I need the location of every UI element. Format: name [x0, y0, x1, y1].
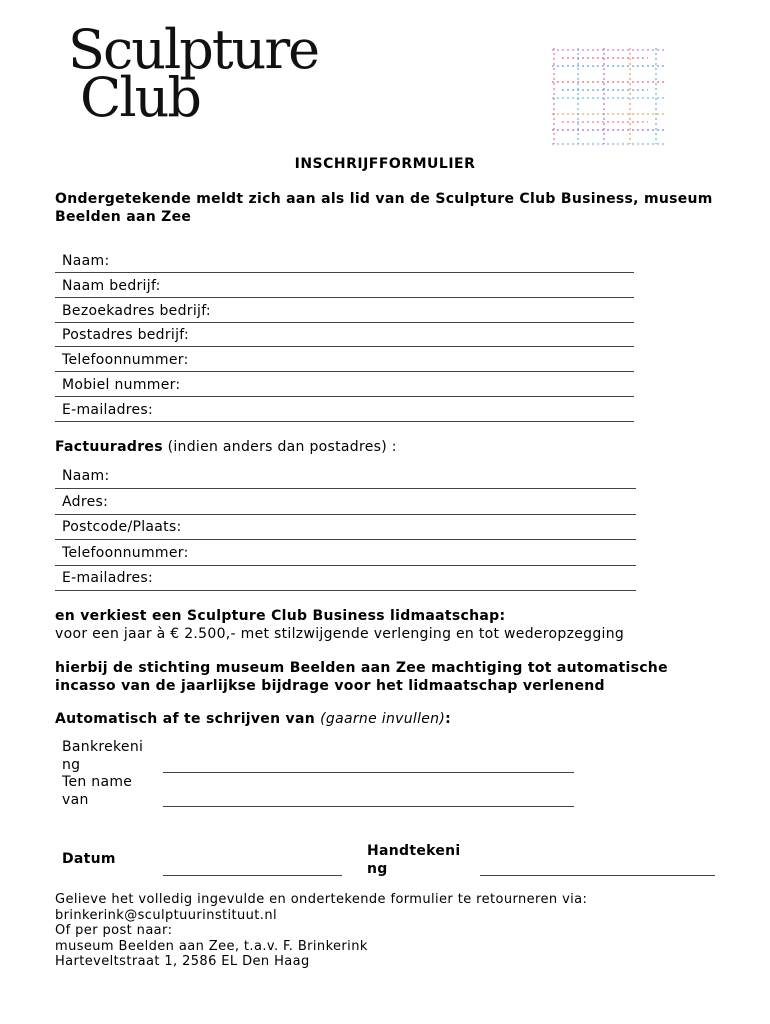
contact-email[interactable]: brinkerink@sculptuurinstituut.nl — [55, 907, 277, 923]
return-instructions — [55, 892, 587, 970]
field-email[interactable] — [55, 397, 634, 422]
logo-line-2: Club — [80, 66, 200, 129]
debit-heading — [55, 710, 451, 728]
invoice-field-telefoon[interactable] — [55, 540, 636, 566]
intro-text: Ondergetekende meldt zich aan als lid van de Sculpture Club Business, museum Beelden aan Zee — [55, 191, 713, 225]
field-label: Telefoonnummer: — [62, 545, 189, 561]
invoice-heading-rest: (indien anders dan postadres) : — [162, 439, 397, 455]
debit-heading-italic: (gaarne invullen) — [320, 711, 446, 727]
stamp-graphic — [548, 46, 670, 146]
mandate-text: hierbij de stichting museum Beelden aan Zee machtiging tot automatische incasso van de jaarlijkse bijdrage voor het lidmaatschap verlenend — [55, 660, 668, 694]
invoice-field-postcode[interactable] — [55, 514, 636, 540]
signature-label: Handtekeni ng — [367, 843, 461, 877]
account-name-line[interactable] — [163, 806, 574, 807]
footer-line-5: Harteveltstraat 1, 2586 EL Den Haag — [55, 954, 310, 969]
field-mobiel[interactable] — [55, 372, 634, 397]
field-label: Mobiel nummer: — [62, 377, 181, 393]
field-postadres[interactable] — [55, 322, 634, 347]
field-label: Naam: — [62, 468, 110, 484]
footer-line-3: Of per post naar: — [55, 923, 173, 938]
sculpture-club-logo — [68, 18, 319, 129]
field-naam[interactable] — [55, 248, 634, 273]
footer-line-1: Gelieve het volledig ingevulde en ondertekende formulier te retourneren via: — [55, 892, 588, 907]
logo-line-1: Sculpture — [68, 18, 319, 81]
membership-heading: en verkiest een Sculpture Club Business lidmaatschap: — [55, 608, 506, 624]
invoice-heading-bold: Factuuradres — [55, 439, 163, 455]
footer-line-4: museum Beelden aan Zee, t.a.v. F. Brinkerink — [55, 938, 368, 954]
invoice-field-naam[interactable] — [55, 463, 636, 489]
bank-account-label: Bankrekeni ng — [62, 739, 144, 773]
field-label: Bezoekadres bedrijf: — [62, 303, 211, 319]
field-telefoon[interactable] — [55, 347, 634, 372]
signature-line[interactable] — [480, 875, 715, 876]
field-naam-bedrijf[interactable] — [55, 273, 634, 298]
field-label: Naam bedrijf: — [62, 278, 161, 294]
field-label: Adres: — [62, 494, 109, 510]
field-label: Naam: — [62, 253, 110, 269]
bank-account-line[interactable] — [163, 772, 574, 773]
invoice-field-adres[interactable] — [55, 489, 636, 515]
date-label: Datum — [62, 851, 116, 867]
membership-description: voor een jaar à € 2.500,- met stilzwijgende verlenging en tot wederopzegging — [55, 626, 625, 642]
invoice-field-email[interactable] — [55, 565, 636, 591]
debit-heading-colon: : — [445, 711, 452, 727]
field-label: Telefoonnummer: — [62, 352, 189, 368]
date-line[interactable] — [163, 875, 342, 876]
field-label: Postcode/Plaats: — [62, 519, 182, 535]
field-label: E-mailadres: — [62, 402, 154, 418]
account-name-label: Ten name van — [62, 774, 133, 808]
field-label: Postadres bedrijf: — [62, 327, 190, 343]
field-bezoekadres[interactable] — [55, 298, 634, 323]
form-title: INSCHRIJFFORMULIER — [294, 156, 476, 172]
field-label: E-mailadres: — [62, 570, 154, 586]
debit-heading-bold: Automatisch af te schrijven van — [55, 711, 321, 727]
invoice-heading — [55, 438, 397, 456]
